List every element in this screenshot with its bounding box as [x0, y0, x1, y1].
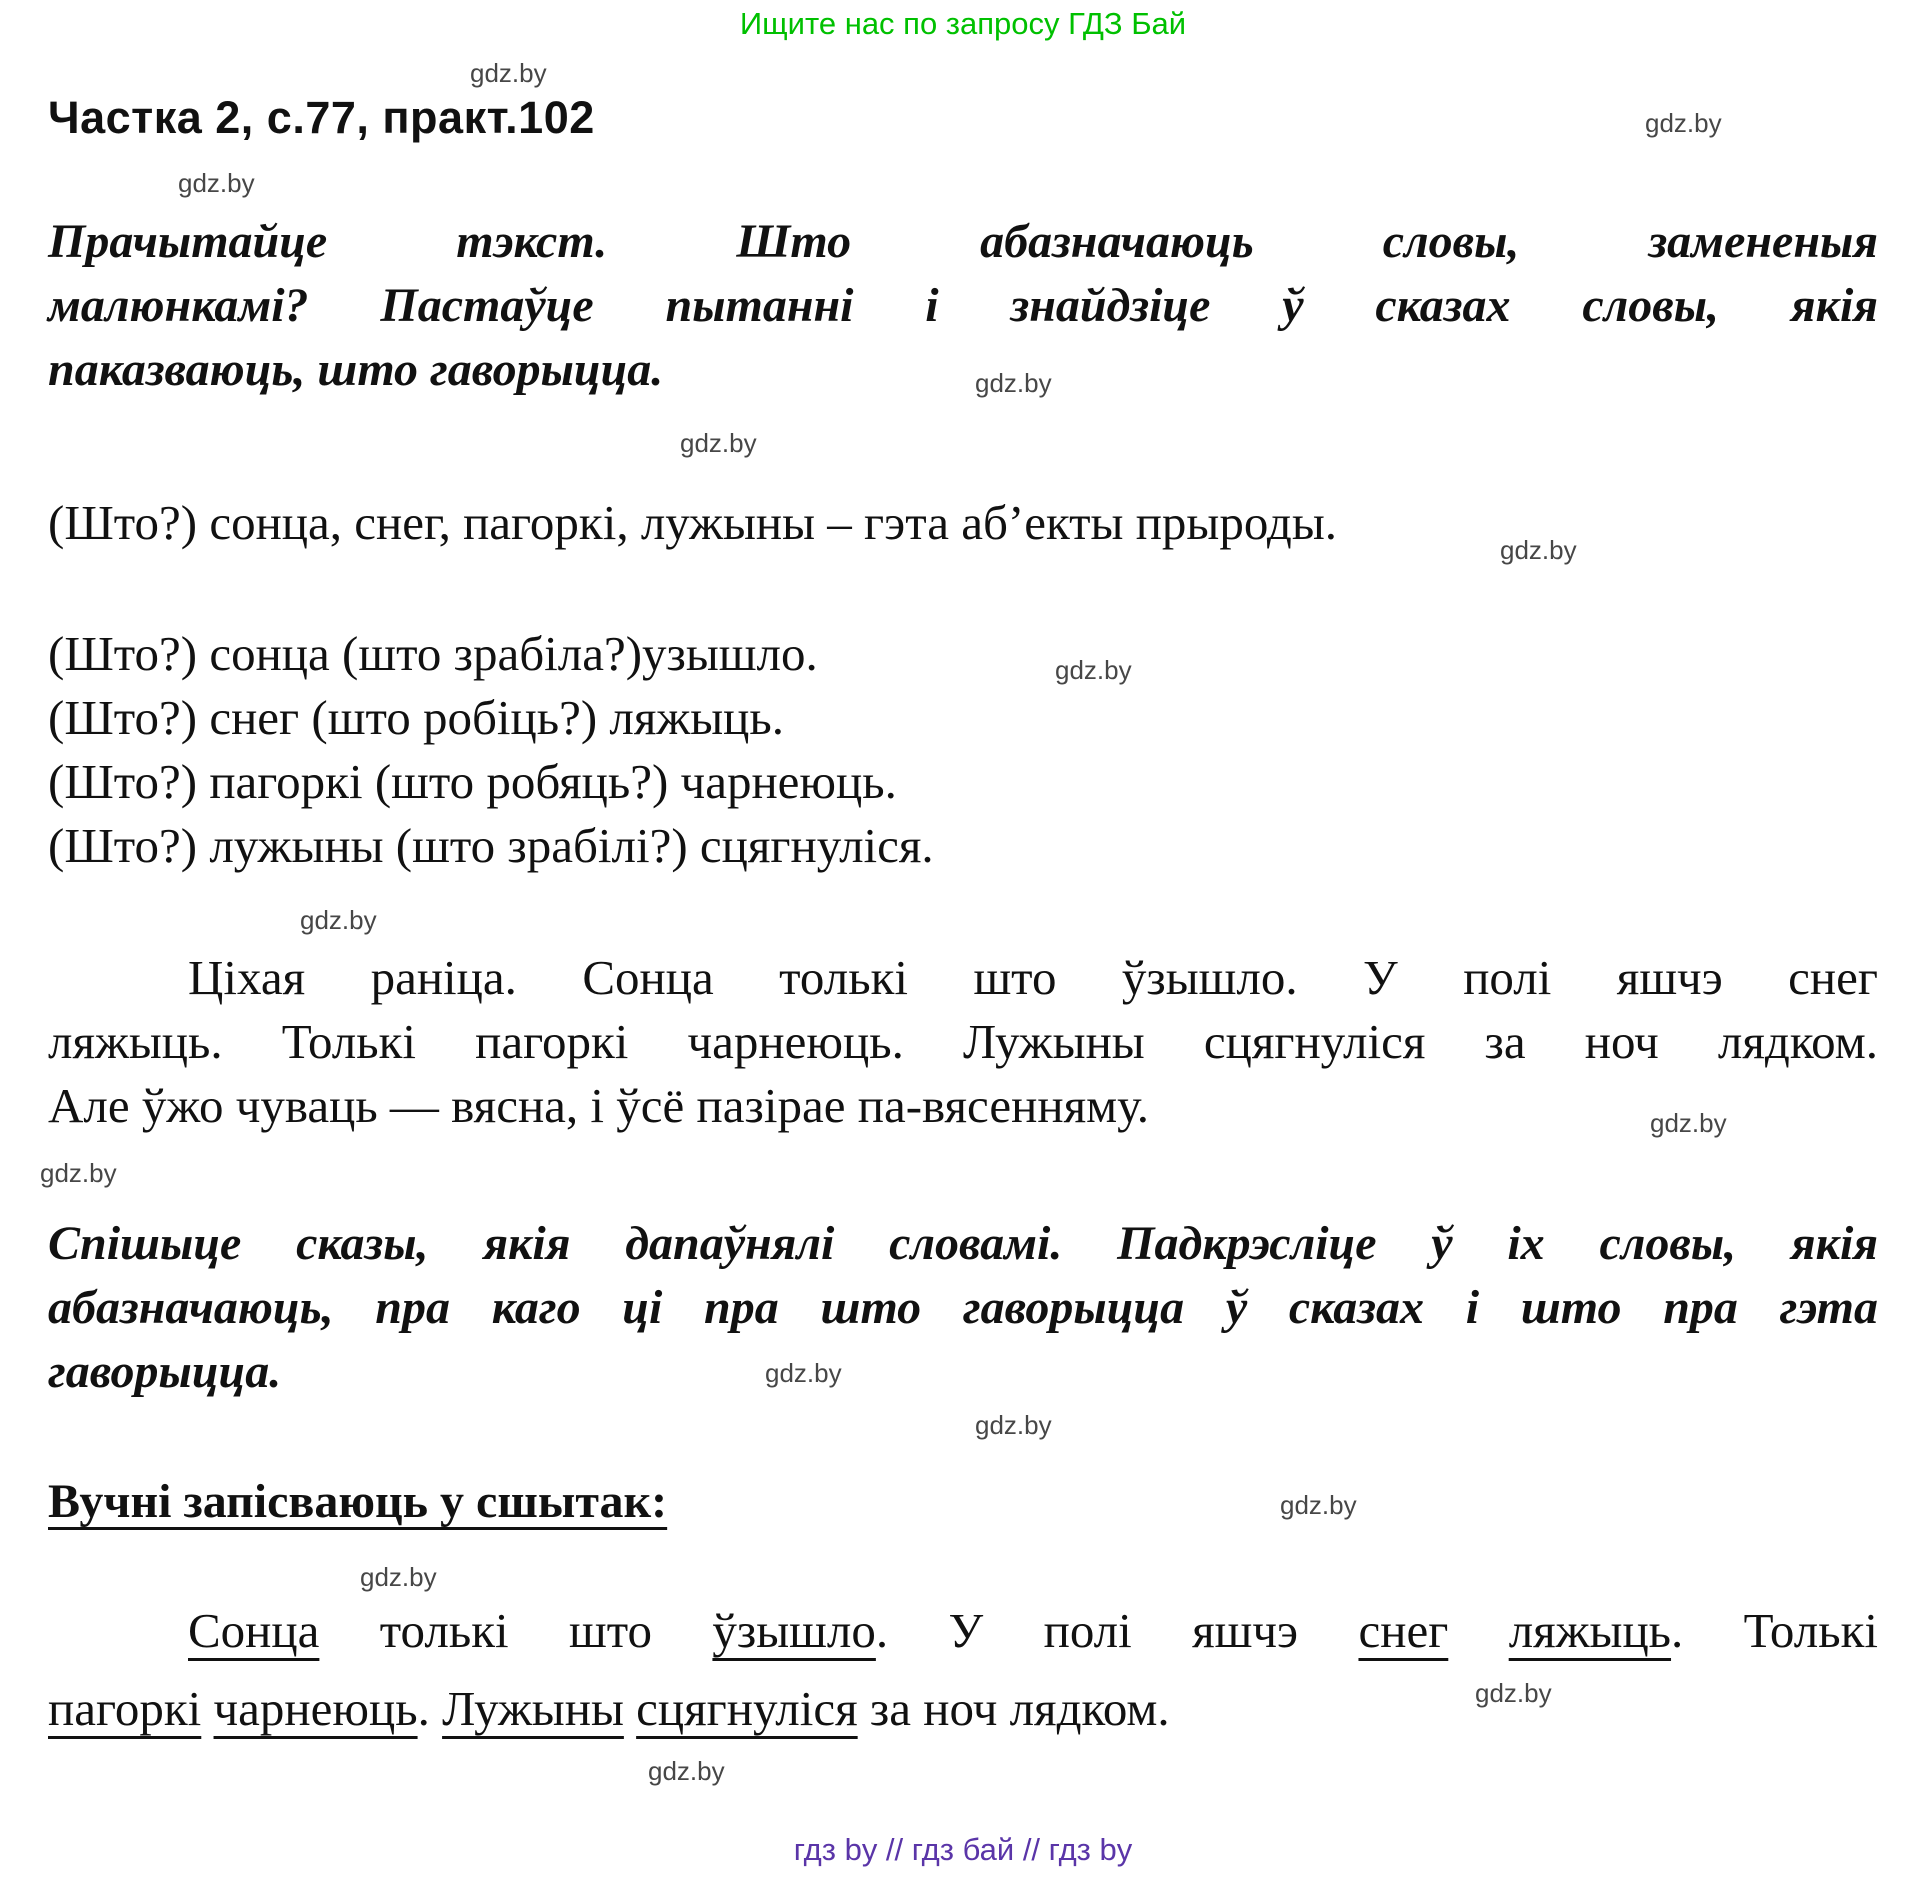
watermark: gdz.by	[1650, 1108, 1727, 1138]
answer-objects-line: (Што?) сонца, снег, пагоркі, лужыны – гэта аб’екты прыроды.	[48, 495, 1338, 550]
story-line-1: Ціхая раніца. Сонца толькі што ўзышло. У полі яшчэ снег	[188, 950, 1878, 1005]
underlined-word: Сонца	[188, 1603, 320, 1658]
plain-text	[624, 1681, 636, 1736]
notebook-line-1	[48, 1592, 1878, 1670]
task-2-line-2: абазначаюць, пра каго ці пра што гаворыцца ў сказах і што пра гэта	[48, 1281, 1878, 1334]
watermark: gdz.by	[975, 368, 1052, 398]
story-line-3: Але ўжо чуваць — вясна, і ўсё пазірае па-вясенняму.	[48, 1078, 1149, 1133]
watermark: gdz.by	[178, 168, 255, 198]
footer-links: гдз by // гдз бай // гдз by	[793, 1832, 1133, 1867]
promo-banner: Ищите нас по запросу ГДЗ Бай	[739, 6, 1187, 41]
watermark: gdz.by	[470, 58, 547, 88]
watermark: gdz.by	[765, 1358, 842, 1388]
plain-text	[201, 1681, 213, 1736]
qa-line-3: (Што?) пагоркі (што робяць?) чарнеюць.	[48, 754, 897, 809]
plain-text: толькі што	[319, 1603, 713, 1658]
notebook-answer-paragraph	[48, 1592, 1878, 1748]
notebook-heading-text: Вучні запісваюць у сшытак:	[48, 1475, 668, 1528]
plain-text	[1448, 1603, 1508, 1658]
watermark: gdz.by	[975, 1410, 1052, 1440]
underlined-word: Лужыны	[442, 1681, 624, 1736]
qa-line-1: (Што?) сонца (што зрабіла?)узышло.	[48, 626, 818, 681]
qa-line-2: (Што?) снег (што робіць?) ляжыць.	[48, 690, 784, 745]
qa-line-4: (Што?) лужыны (што зрабілі?) сцягнуліся.	[48, 818, 934, 873]
task-2-line-3: гаворыцца.	[48, 1345, 282, 1398]
watermark: gdz.by	[40, 1158, 117, 1188]
notebook-line-2	[48, 1670, 1878, 1748]
watermark: gdz.by	[648, 1756, 725, 1786]
underlined-word: пагоркі	[48, 1681, 202, 1736]
underlined-word: сцягнуліся	[636, 1681, 858, 1736]
task-1-line-3: паказваюць, што гаворыцца.	[48, 343, 664, 396]
watermark: gdz.by	[1055, 655, 1132, 685]
task-1-line-1: Прачытайце тэкст. Што абазначаюць словы, замененыя	[48, 215, 1878, 268]
plain-text: . У полі яшчэ	[875, 1603, 1359, 1658]
notebook-heading	[48, 1474, 1878, 1529]
plain-text: .	[417, 1681, 443, 1736]
task-1-instruction	[48, 210, 1878, 402]
watermark: gdz.by	[1500, 535, 1577, 565]
task-1-line-2: малюнкамі? Пастаўце пытанні і знайдзіце ў сказах словы, якія	[48, 279, 1878, 332]
underlined-word: чарнеюць	[213, 1681, 418, 1736]
underlined-word: ляжыць	[1508, 1603, 1672, 1658]
underlined-word: снег	[1358, 1603, 1449, 1658]
page-title: Частка 2, с.77, практ.102	[48, 92, 595, 143]
watermark: gdz.by	[360, 1562, 437, 1592]
task-2-instruction	[48, 1212, 1878, 1404]
plain-text: за ноч лядком.	[857, 1681, 1170, 1736]
plain-text: . Толькі	[1671, 1603, 1878, 1658]
source-text-paragraph	[48, 946, 1878, 1138]
story-line-2: ляжыць. Толькі пагоркі чарнеюць. Лужыны сцягнуліся за ноч лядком.	[48, 1014, 1878, 1069]
watermark: gdz.by	[300, 905, 377, 935]
task-2-line-1: Спішыце сказы, якія дапаўнялі словамі. Падкрэсліце ў іх словы, якія	[48, 1217, 1878, 1270]
underlined-word: ўзышло	[712, 1603, 876, 1658]
answer-question-lines	[48, 622, 1878, 878]
watermark: gdz.by	[1475, 1678, 1552, 1708]
watermark: gdz.by	[1645, 108, 1722, 138]
watermark: gdz.by	[1280, 1490, 1357, 1520]
watermark: gdz.by	[680, 428, 757, 458]
